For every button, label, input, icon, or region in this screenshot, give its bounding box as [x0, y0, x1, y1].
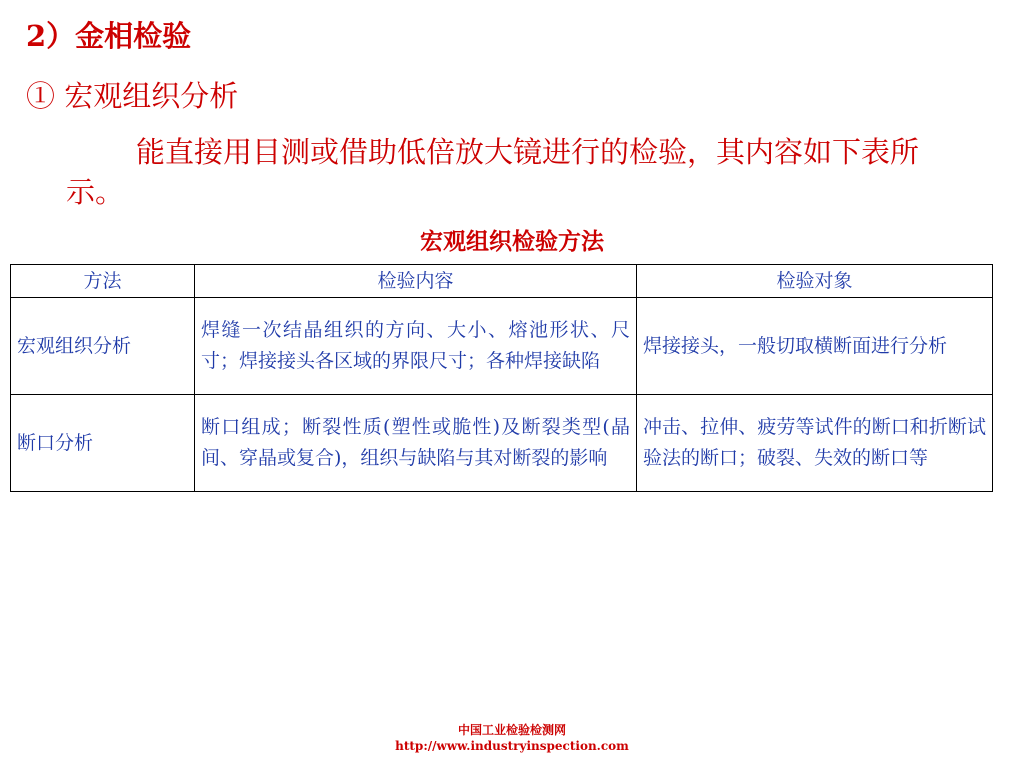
header-object: 检验对象 — [637, 265, 993, 298]
header-content: 检验内容 — [195, 265, 637, 298]
table-row — [11, 298, 993, 395]
macro-inspection-table — [10, 264, 993, 492]
footer-site-name: 中国工业检验检测网 — [457, 723, 566, 737]
table-title: 宏观组织检验方法 — [420, 228, 604, 255]
table-row — [11, 395, 993, 492]
cell-content: 断口组成；断裂性质(塑性或脆性)及断裂类型(晶间、穿晶或复合)，组织与缺陷与其对断裂的影响 — [195, 395, 637, 492]
table-header-row — [11, 265, 993, 298]
subsection-heading: ① 宏观组织分析 — [26, 79, 239, 113]
intro-paragraph: 能直接用目测或借助低倍放大镜进行的检验，其内容如下表所示。 — [66, 135, 920, 209]
section-heading: 2）金相检验 — [26, 19, 192, 53]
cell-object: 冲击、拉伸、疲劳等试件的断口和折断试验法的断口；破裂、失效的断口等 — [637, 395, 993, 492]
cell-method: 宏观组织分析 — [11, 298, 195, 395]
footer-url: http://www.industryinspection.com — [395, 739, 629, 753]
footer — [0, 722, 1024, 754]
cell-content: 焊缝一次结晶组织的方向、大小、熔池形状、尺寸；焊接接头各区域的界限尺寸；各种焊接缺陷 — [195, 298, 637, 395]
header-method: 方法 — [11, 265, 195, 298]
cell-object: 焊接接头，一般切取横断面进行分析 — [637, 298, 993, 395]
cell-method: 断口分析 — [11, 395, 195, 492]
